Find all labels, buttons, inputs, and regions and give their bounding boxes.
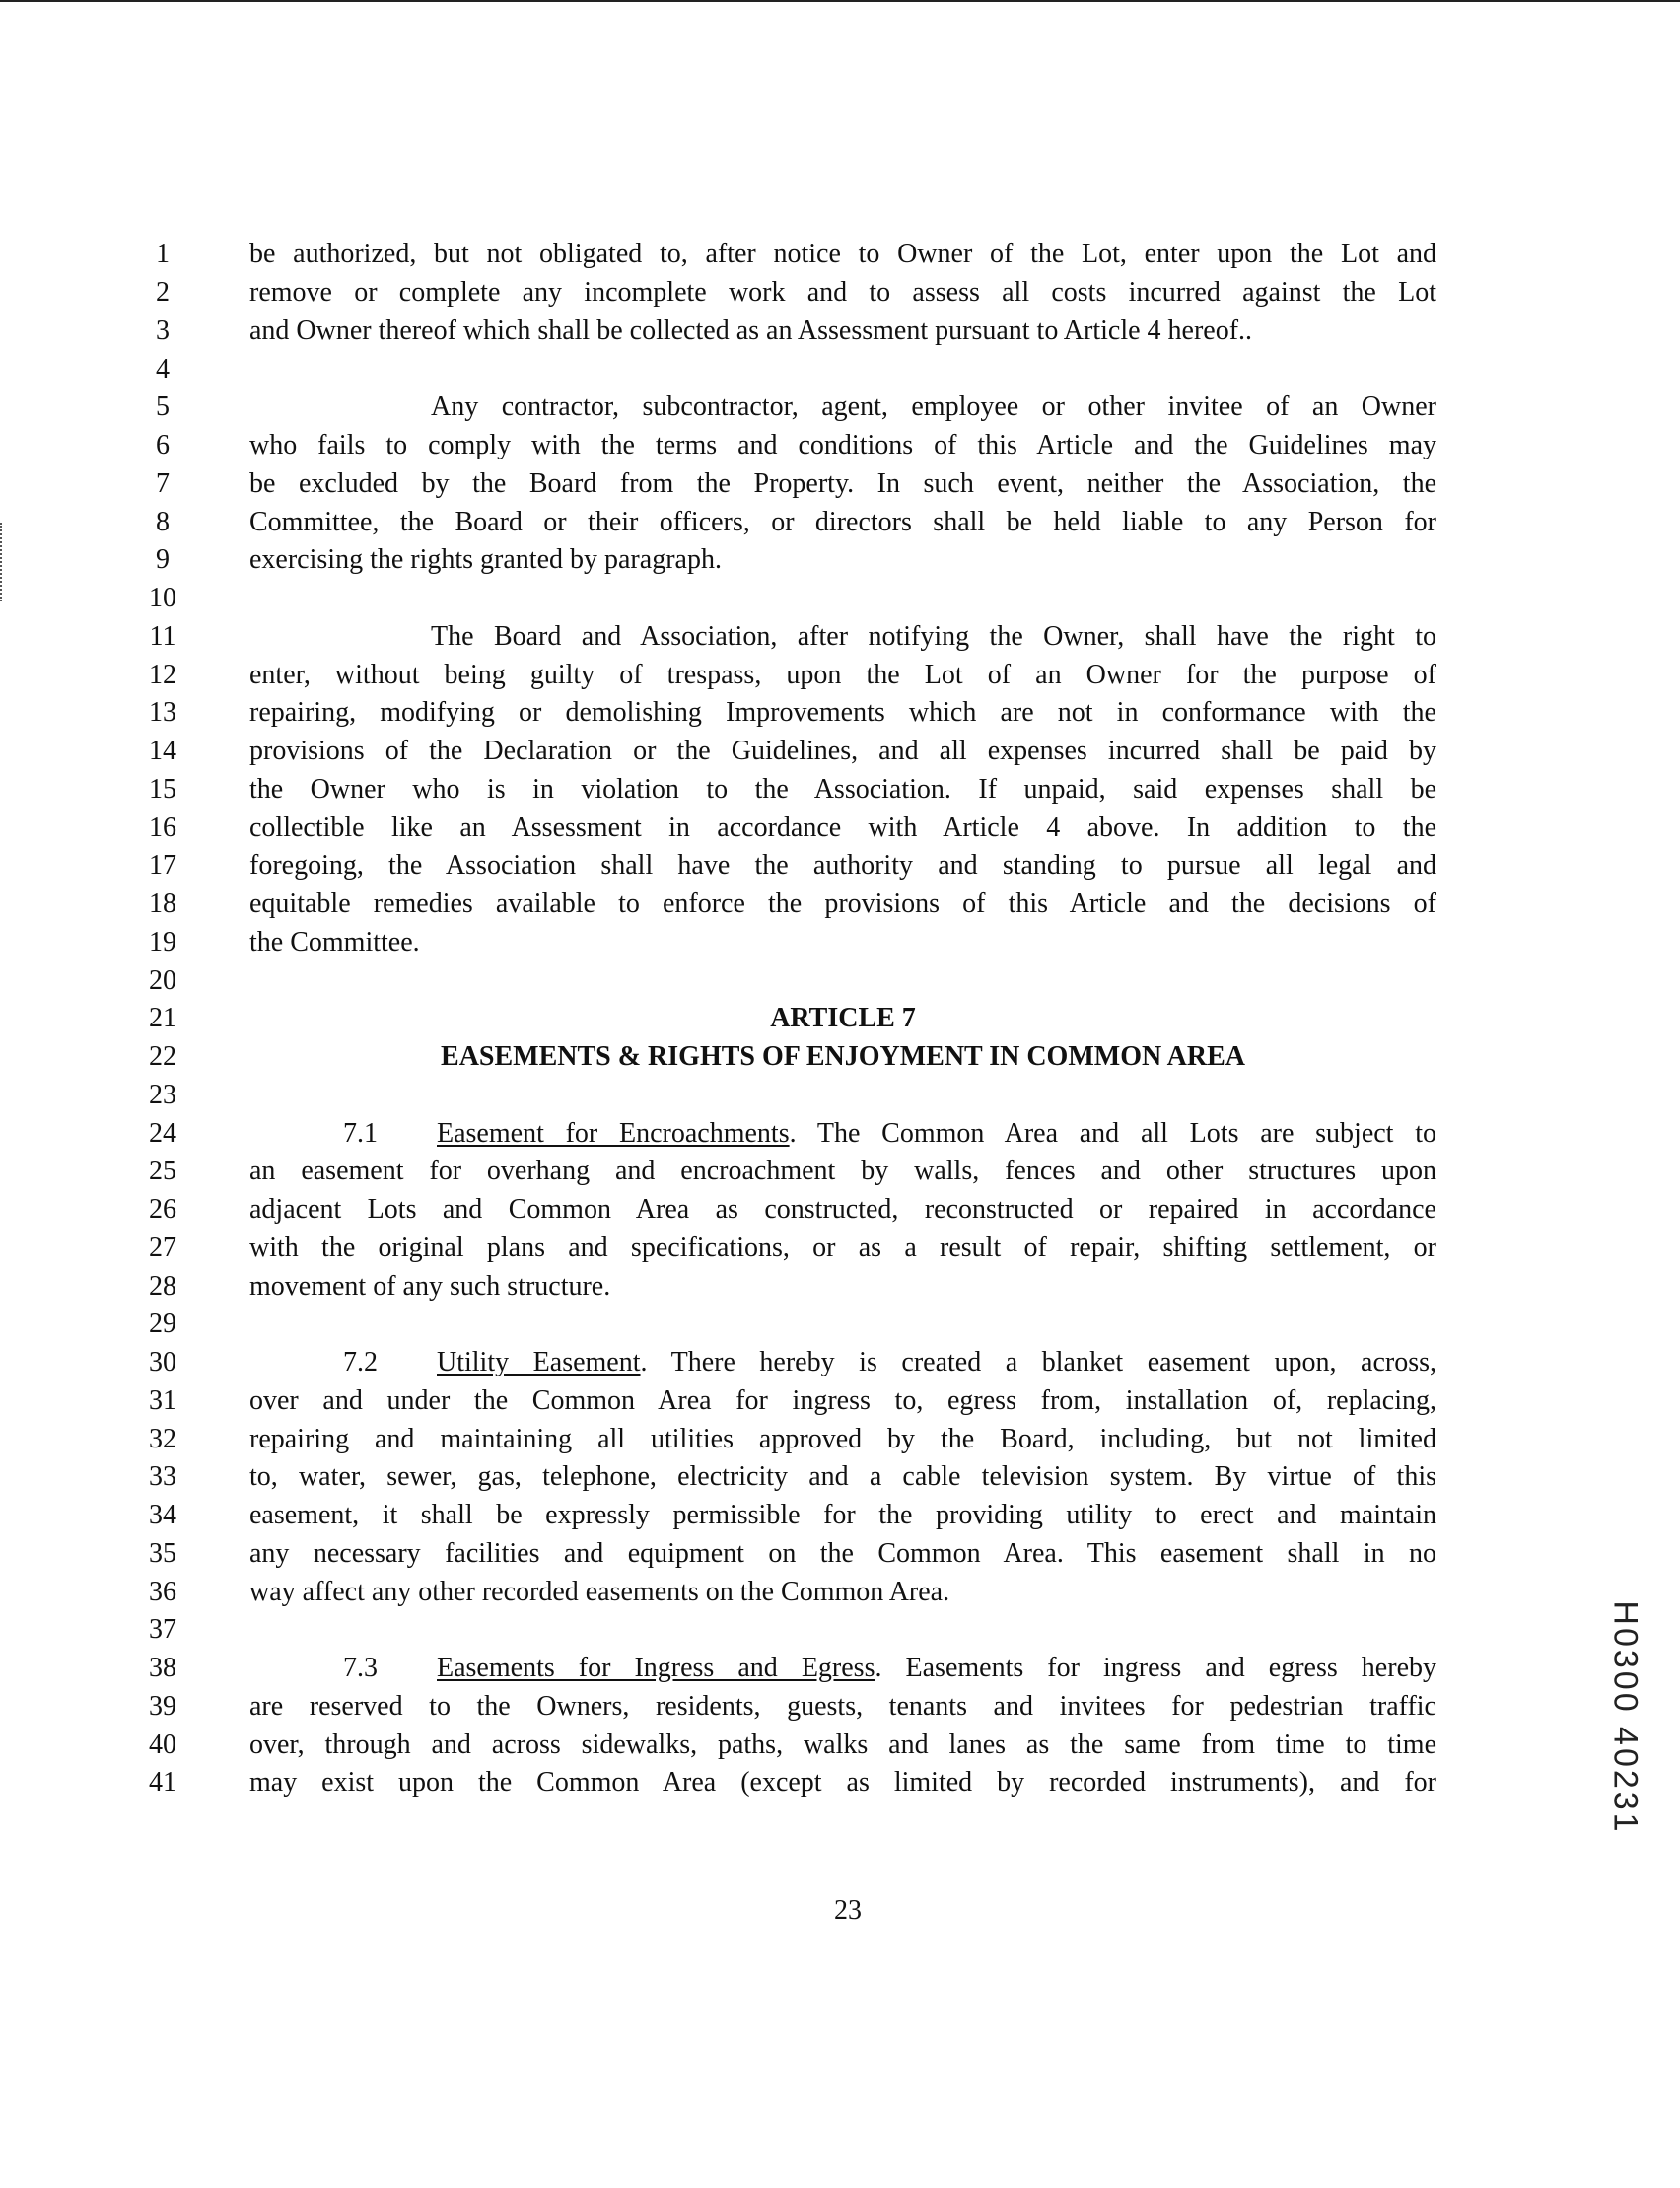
section-text: . Easements for ingress and egress hereby bbox=[875, 1653, 1436, 1683]
line-number: 37 bbox=[149, 1614, 176, 1645]
text-line: to, water, sewer, gas, telephone, electricity and a cable television system. By virtue of this bbox=[249, 1461, 1436, 1492]
text-line: equitable remedies available to enforce the provisions of this Article and the decisions of bbox=[249, 888, 1436, 919]
page-number: 23 bbox=[834, 1895, 862, 1926]
line-number: 14 bbox=[149, 736, 176, 766]
text-line: over and under the Common Area for ingress to, egress from, installation of, replacing, bbox=[249, 1385, 1436, 1416]
recording-stamp-text: H0300 40231 bbox=[1606, 1600, 1645, 1835]
line-number: 10 bbox=[149, 583, 176, 613]
line-number: 12 bbox=[149, 660, 176, 690]
line-number: 8 bbox=[156, 507, 170, 537]
line-number: 27 bbox=[149, 1233, 176, 1263]
text-line: any necessary facilities and equipment on the Common Area. This easement shall in no bbox=[249, 1538, 1436, 1569]
line-number: 15 bbox=[149, 774, 176, 805]
line-number: 21 bbox=[149, 1003, 176, 1033]
line-number: 11 bbox=[149, 621, 176, 652]
line-number: 1 bbox=[156, 239, 170, 269]
line-number: 2 bbox=[156, 277, 170, 308]
line-number: 32 bbox=[149, 1424, 176, 1454]
text-line: over, through and across sidewalks, paths, walks and lanes as the same from time to time bbox=[249, 1729, 1436, 1760]
text-line: be authorized, but not obligated to, after notice to Owner of the Lot, enter upon the Lot and bbox=[249, 239, 1436, 269]
text-line: repairing and maintaining all utilities approved by the Board, including, but not limited bbox=[249, 1424, 1436, 1454]
line-number: 13 bbox=[149, 697, 176, 728]
text-line: repairing, modifying or demolishing Improvements which are not in conformance with the bbox=[249, 697, 1436, 728]
line-number: 30 bbox=[149, 1347, 176, 1377]
text-line: easement, it shall be expressly permissible for the providing utility to erect and maintain bbox=[249, 1500, 1436, 1530]
recording-stamp bbox=[1595, 1578, 1654, 1859]
line-number: 7 bbox=[156, 468, 170, 499]
line-number: 35 bbox=[149, 1538, 176, 1569]
section-7-2-first-line bbox=[249, 1344, 1436, 1381]
line-number: 23 bbox=[149, 1080, 176, 1110]
text-line: who fails to comply with the terms and conditions of this Article and the Guidelines may bbox=[249, 430, 1436, 460]
text-line: way affect any other recorded easements on the Common Area. bbox=[249, 1577, 950, 1607]
text-line: movement of any such structure. bbox=[249, 1271, 611, 1302]
section-text: . There hereby is created a blanket easement upon, across, bbox=[640, 1347, 1436, 1377]
line-number: 41 bbox=[149, 1767, 176, 1798]
section-7-3-first-line bbox=[249, 1650, 1436, 1687]
text-line: foregoing, the Association shall have the authority and standing to pursue all legal and bbox=[249, 850, 1436, 881]
line-number: 26 bbox=[149, 1194, 176, 1225]
section-title: Utility Easement bbox=[437, 1347, 641, 1377]
text-line: adjacent Lots and Common Area as constructed, reconstructed or repaired in accordance bbox=[249, 1194, 1436, 1225]
line-number: 31 bbox=[149, 1385, 176, 1416]
text-line: are reserved to the Owners, residents, guests, tenants and invitees for pedestrian traffic bbox=[249, 1691, 1436, 1722]
scan-edge-mark bbox=[0, 523, 6, 601]
text-line: be excluded by the Board from the Property. In such event, neither the Association, the bbox=[249, 468, 1436, 499]
text-line: exercising the rights granted by paragraph. bbox=[249, 544, 722, 575]
text-line: and Owner thereof which shall be collected as an Assessment pursuant to Article 4 hereof.. bbox=[249, 316, 1253, 346]
text-line: may exist upon the Common Area (except as limited by recorded instruments), and for bbox=[249, 1767, 1436, 1798]
line-number: 4 bbox=[156, 354, 170, 385]
text-line: an easement for overhang and encroachment by walls, fences and other structures upon bbox=[249, 1156, 1436, 1186]
line-number: 24 bbox=[149, 1118, 176, 1149]
section-7-1-first-line bbox=[249, 1115, 1436, 1153]
line-number: 34 bbox=[149, 1500, 176, 1530]
line-number: 39 bbox=[149, 1691, 176, 1722]
text-line: with the original plans and specifications, or as a result of repair, shifting settlement, or bbox=[249, 1233, 1436, 1263]
text-line: remove or complete any incomplete work and to assess all costs incurred against the Lot bbox=[249, 277, 1436, 308]
line-number: 38 bbox=[149, 1653, 176, 1683]
line-number: 33 bbox=[149, 1461, 176, 1492]
article-subtitle: EASEMENTS & RIGHTS OF ENJOYMENT IN COMMON AREA bbox=[441, 1041, 1245, 1072]
text-line: Any contractor, subcontractor, agent, employee or other invitee of an Owner bbox=[431, 391, 1436, 422]
line-number: 36 bbox=[149, 1577, 176, 1607]
line-number: 17 bbox=[149, 850, 176, 881]
text-line: provisions of the Declaration or the Guidelines, and all expenses incurred shall be paid by bbox=[249, 736, 1436, 766]
text-line: enter, without being guilty of trespass, upon the Lot of an Owner for the purpose of bbox=[249, 660, 1436, 690]
line-number: 5 bbox=[156, 391, 170, 422]
text-line: collectible like an Assessment in accordance with Article 4 above. In addition to the bbox=[249, 812, 1436, 843]
line-number: 40 bbox=[149, 1729, 176, 1760]
section-number: 7.3 bbox=[343, 1653, 378, 1683]
line-number: 19 bbox=[149, 927, 176, 957]
section-title: Easements for Ingress and Egress bbox=[437, 1653, 875, 1683]
text-line: the Owner who is in violation to the Association. If unpaid, said expenses shall be bbox=[249, 774, 1436, 805]
line-number: 25 bbox=[149, 1156, 176, 1186]
section-number: 7.2 bbox=[343, 1347, 378, 1377]
section-number: 7.1 bbox=[343, 1118, 378, 1149]
line-number: 9 bbox=[156, 544, 170, 575]
top-border bbox=[0, 0, 1680, 2]
line-number: 16 bbox=[149, 812, 176, 843]
line-number: 20 bbox=[149, 965, 176, 996]
line-number: 18 bbox=[149, 888, 176, 919]
line-number: 22 bbox=[149, 1041, 176, 1072]
section-text: . The Common Area and all Lots are subject to bbox=[789, 1118, 1437, 1149]
section-title: Easement for Encroachments bbox=[437, 1118, 790, 1149]
line-number: 29 bbox=[149, 1308, 176, 1339]
line-number: 3 bbox=[156, 316, 170, 346]
line-number: 28 bbox=[149, 1271, 176, 1302]
line-number: 6 bbox=[156, 430, 170, 460]
article-title: ARTICLE 7 bbox=[770, 1003, 916, 1033]
text-line: Committee, the Board or their officers, or directors shall be held liable to any Person for bbox=[249, 507, 1436, 537]
text-line: The Board and Association, after notifying the Owner, shall have the right to bbox=[431, 621, 1436, 652]
text-line: the Committee. bbox=[249, 927, 420, 957]
